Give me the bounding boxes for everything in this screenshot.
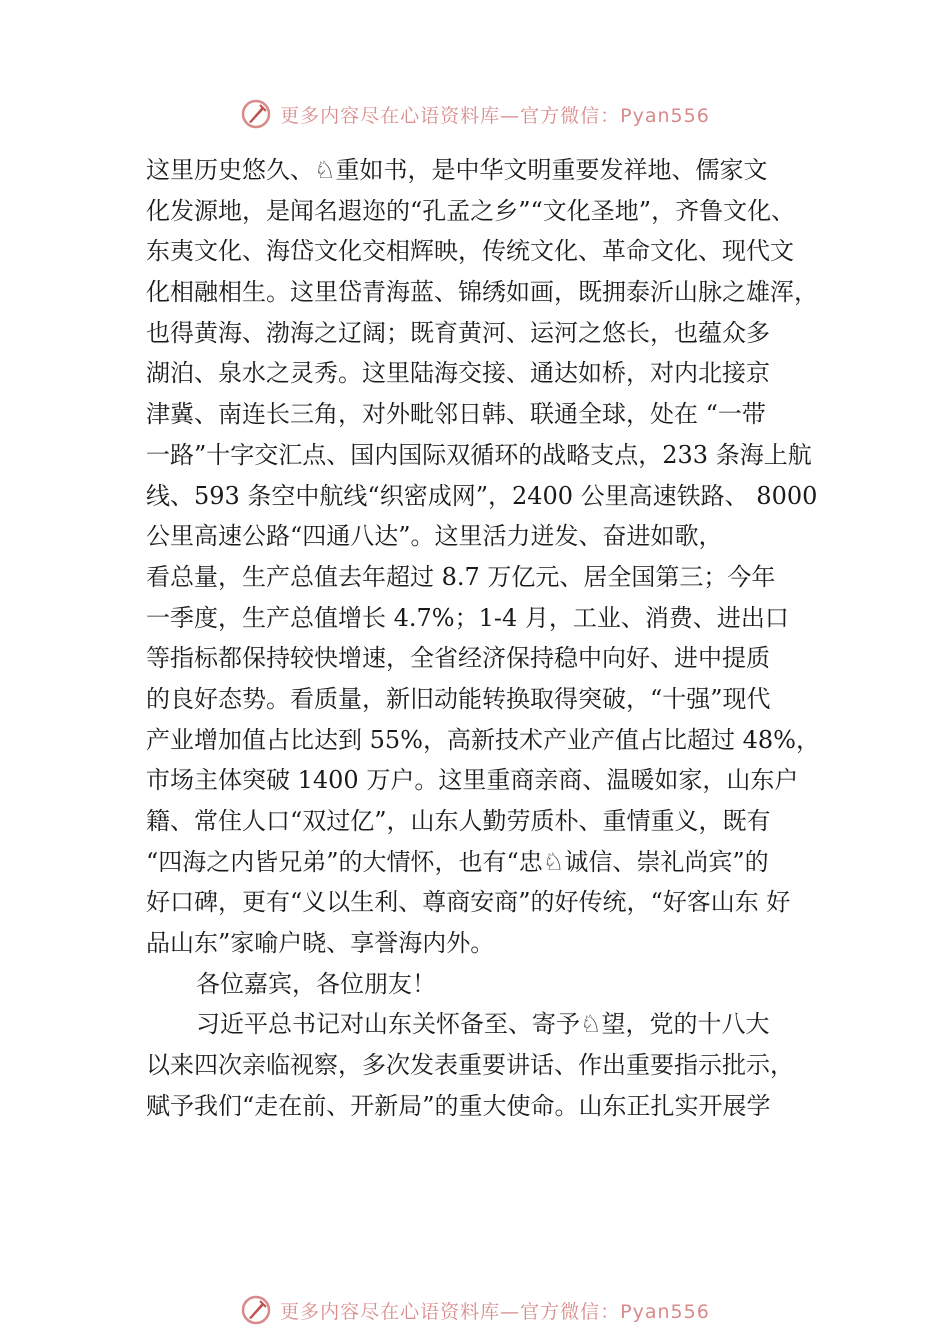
text-line: 市场主体突破 1400 万户。这里重商亲商、温暖如家，山东户 <box>146 766 799 795</box>
text-line: 等指标都保持较快增速，全省经济保持稳中向好、进中提质 <box>146 644 770 673</box>
text-line: 这里历史悠久、♘重如书，是中华文明重要发祥地、儒家文 <box>146 156 768 184</box>
text-line: 东夷文化、海岱文化交相辉映，传统文化、革命文化、现代文 <box>146 237 794 266</box>
text-line: 化相融相生。这里岱青海蓝、锦绣如画，既拥泰沂山脉之雄浑， <box>146 278 818 307</box>
text-line: 一季度，生产总值增长 4.7%；1-4 月，工业、消费、进出口 <box>146 603 789 632</box>
text-line: 看总量，生产总值去年超过 8.7 万亿元、居全国第三；今年 <box>146 562 776 591</box>
text-line: 好口碑，更有“义以生利、尊商安商”的好传统，“好客山东 好 <box>146 888 791 917</box>
header-watermark <box>0 94 950 134</box>
watermark-text: 更多内容尽在心语资料库—官方微信：Pyan556 <box>280 1300 710 1323</box>
watermark-text: 更多内容尽在心语资料库—官方微信：Pyan556 <box>280 104 710 127</box>
text-line: 习近平总书记对山东关怀备至、寄予♘望，党的十八大 <box>196 1010 770 1039</box>
text-line: 赋予我们“走在前、开新局”的重大使命。山东正扎实开展学 <box>146 1091 771 1120</box>
document-body <box>146 150 836 1127</box>
text-line: 一路”十字交汇点、国内国际双循环的战略支点，233 条海上航 <box>146 440 812 469</box>
text-line: 籍、常住人口“双过亿”，山东人勤劳质朴、重情重义，既有 <box>146 807 771 835</box>
text-line: 化发源地，是闻名遐迩的“孔孟之乡”“文化圣地”，齐鲁文化、 <box>146 196 796 225</box>
text-line: 公里高速公路“四通八达”。这里活力迸发、奋进如歌， <box>146 522 723 551</box>
quill-logo-icon <box>240 98 272 130</box>
greeting-line: 各位嘉宾，各位朋友！ <box>196 969 436 998</box>
text-line: 线、593 条空中航线“织密成网”，2400 公里高速铁路、 8000 <box>146 481 818 510</box>
text-line: “四海之内皆兄弟”的大情怀，也有“忠♘诚信、崇礼尚宾”的 <box>146 847 769 876</box>
text-line: 产业增加值占比达到 55%，高新技术产业产值占比超过 48%， <box>146 725 820 754</box>
text-line: 也得黄海、渤海之辽阔；既育黄河、运河之悠长，也蕴众多 <box>146 318 770 347</box>
quill-logo-icon <box>240 1294 272 1326</box>
text-line: 津冀、南连长三角，对外毗邻日韩、联通全球，处在 “一带 <box>146 400 766 429</box>
text-line: 的良好态势。看质量，新旧动能转换取得突破，“十强”现代 <box>146 684 771 713</box>
text-line: 湖泊、泉水之灵秀。这里陆海交接、通达如桥，对内北接京 <box>146 359 770 388</box>
text-line: 品山东”家喻户晓、享誉海内外。 <box>146 929 495 958</box>
footer-watermark <box>0 1290 950 1330</box>
text-line: 以来四次亲临视察，多次发表重要讲话、作出重要指示批示， <box>146 1051 794 1080</box>
